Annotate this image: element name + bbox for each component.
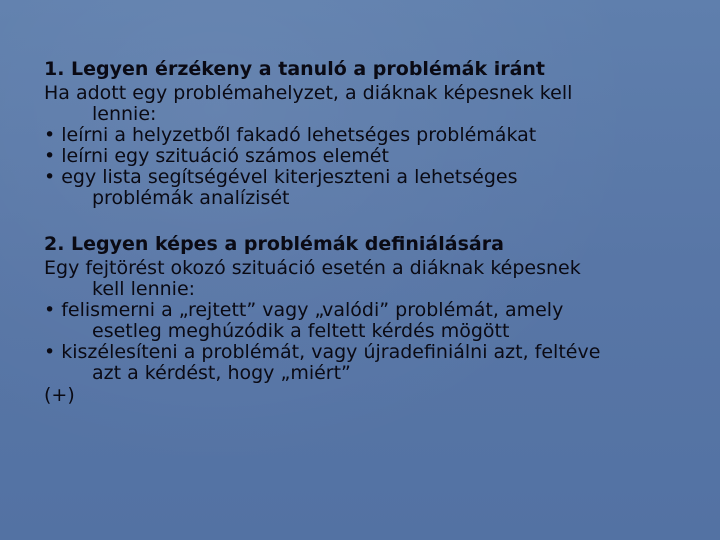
section-2-heading: 2. Legyen képes a problémák definiálására [44,233,504,255]
more-indicator: (+) [44,384,75,406]
slide-body [44,56,694,429]
section-1-heading: 1. Legyen érzékeny a tanuló a problémák iránt [44,58,546,80]
section-1-bullet-2: • leírni egy szituáció számos elemét [44,145,389,167]
section-1-bullet-3: • egy lista segítségével kiterjeszteni a lehetséges [44,166,518,188]
section-2-bullet-2: • kiszélesíteni a problémát, vagy újradefiniálni azt, feltéve [44,341,601,363]
section-2 [44,231,694,407]
section-2-intro-continuation: kell lennie: [92,278,196,300]
section-2-bullet-1-continuation: esetleg meghúzódik a feltett kérdés mögött [92,320,510,342]
section-1-bullet-3-continuation: problémák analízisét [92,187,290,209]
section-1-intro-continuation: lennie: [92,103,157,125]
section-2-bullet-2-continuation: azt a kérdést, hogy „miért” [92,362,351,384]
section-1-intro: Ha adott egy problémahelyzet, a diáknak képesnek kell [44,82,573,104]
section-1-bullet-1: • leírni a helyzetből fakadó lehetséges problémákat [44,124,537,146]
section-2-intro: Egy fejtörést okozó szituáció esetén a diáknak képesnek [44,257,581,279]
section-2-bullet-1: • felismerni a „rejtett” vagy „valódi” problémát, amely [44,299,564,321]
section-1 [44,56,694,209]
